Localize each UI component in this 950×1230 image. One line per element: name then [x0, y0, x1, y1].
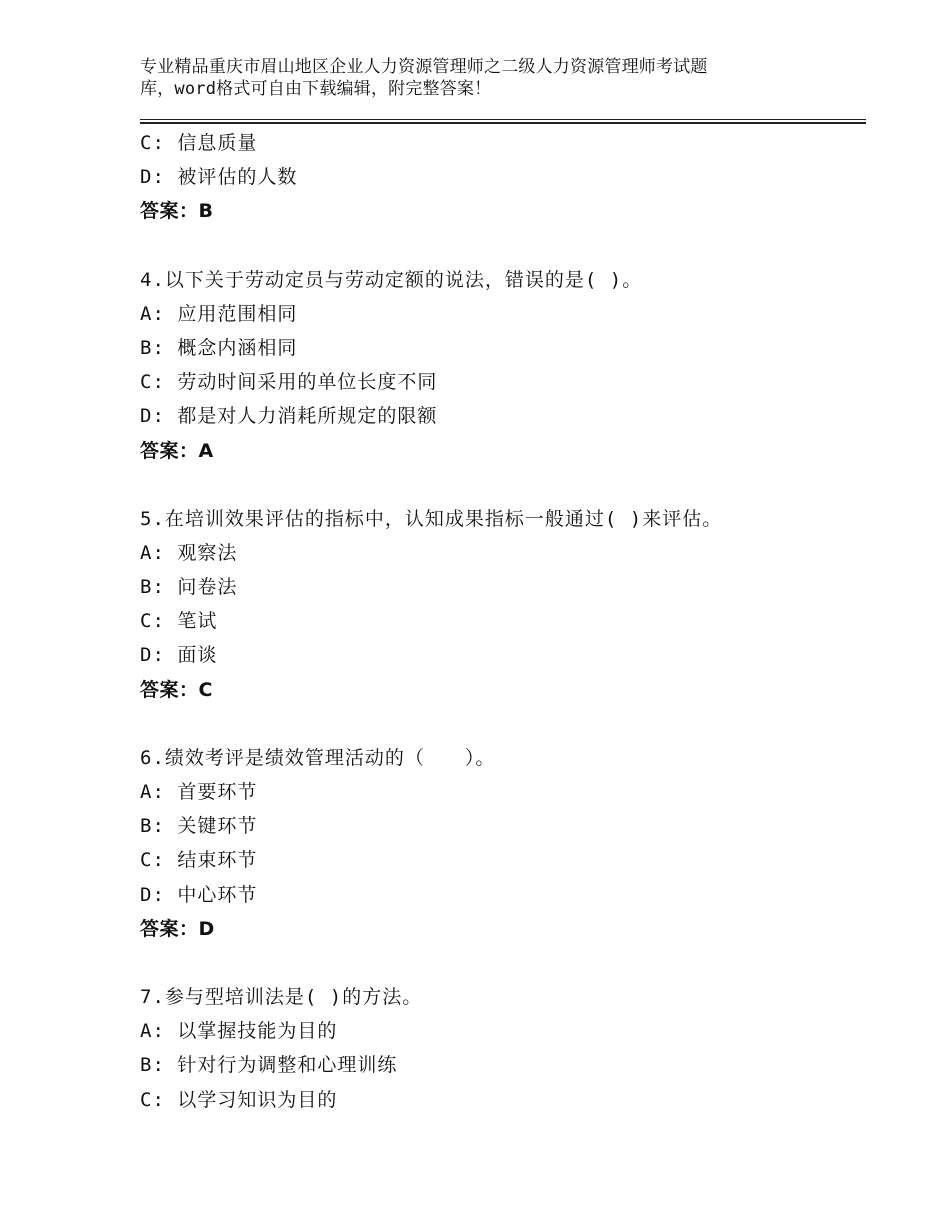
header-divider-thin: [140, 119, 866, 120]
spacer: [140, 946, 866, 980]
option-d: D: 面谈: [140, 644, 218, 667]
option-b: B: 问卷法: [140, 576, 238, 599]
answer: 答案：A: [140, 439, 214, 462]
question-stem: 7.参与型培训法是( )的方法。: [140, 985, 423, 1008]
option-c: C: 信息质量: [140, 132, 258, 154]
option-c: C: 以学习知识为目的: [140, 1088, 338, 1111]
question-4: [140, 263, 866, 468]
option-c: C: 劳动时间采用的单位长度不同: [140, 371, 438, 394]
option-a: A: 观察法: [140, 541, 238, 564]
document-header: [140, 56, 780, 100]
option-d: D: 都是对人力消耗所规定的限额: [140, 405, 438, 428]
question-7: [140, 980, 866, 1117]
option-d: D: 中心环节: [140, 883, 258, 906]
option-d: D: 被评估的人数: [140, 166, 298, 189]
option-b: B: 关键环节: [140, 815, 258, 838]
option-a: A: 以掌握技能为目的: [140, 1020, 338, 1043]
header-title-line-1: 专业精品重庆市眉山地区企业人力资源管理师之二级人力资源管理师考试题: [140, 57, 708, 77]
header-title-line-2: 库，word格式可自由下载编辑，附完整答案！: [140, 79, 492, 99]
option-b: B: 针对行为调整和心理训练: [140, 1054, 398, 1077]
spacer: [140, 229, 866, 263]
question-6: [140, 741, 866, 946]
question-5: [140, 502, 866, 707]
question-stem: 6.绩效考评是绩效管理活动的（ ）。: [140, 746, 496, 769]
question-stem: 4.以下关于劳动定员与劳动定额的说法，错误的是( )。: [140, 268, 643, 291]
question-3-tail: [140, 126, 866, 229]
answer: 答案：C: [140, 678, 213, 701]
document-body: [140, 126, 866, 1117]
question-stem: 5.在培训效果评估的指标中，认知成果指标一般通过( )来评估。: [140, 507, 723, 530]
option-c: C: 笔试: [140, 610, 218, 633]
option-b: B: 概念内涵相同: [140, 336, 298, 359]
answer: 答案：D: [140, 917, 215, 940]
header-divider-thick: [140, 122, 866, 124]
option-a: A: 首要环节: [140, 781, 258, 803]
answer: 答案：B: [140, 200, 214, 223]
spacer: [140, 707, 866, 741]
option-c: C: 结束环节: [140, 849, 258, 872]
option-a: A: 应用范围相同: [140, 302, 298, 325]
spacer: [140, 468, 866, 502]
